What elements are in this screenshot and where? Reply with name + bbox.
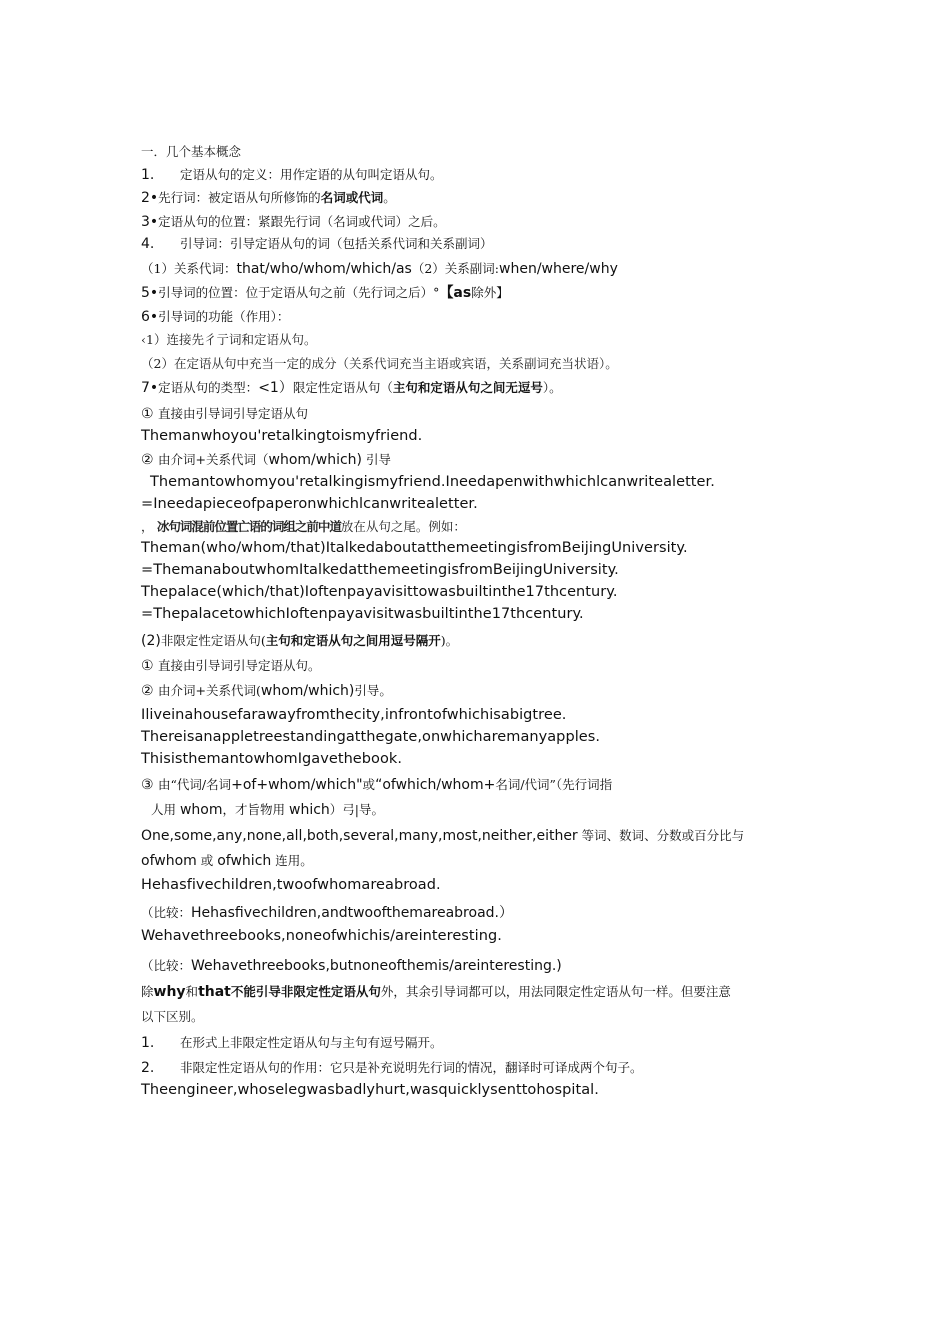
part-c: ofwhich bbox=[217, 853, 272, 869]
item-mid: <1） bbox=[258, 380, 293, 396]
part-e: 不能引导非限定性定语从句 bbox=[230, 984, 381, 999]
compare-text: Wehavethreebooks,butnoneofthemis/areinteresting.) bbox=[191, 958, 562, 974]
section-heading: 一．几个基本概念 bbox=[141, 144, 242, 159]
why-that-note-cont: 以下区别。 bbox=[141, 1009, 204, 1024]
item-number: 4. bbox=[141, 236, 155, 252]
part-c: （2）关系副词: bbox=[411, 261, 500, 276]
part-a: （1）关系代词： bbox=[141, 261, 237, 276]
part-e: ）弓|导。 bbox=[329, 802, 385, 817]
circle-tail: 引导。 bbox=[354, 683, 392, 698]
circle-tail: 引导 bbox=[362, 452, 391, 467]
part-b: that/who/whom/which/as bbox=[236, 261, 412, 277]
example-sentence: Iliveinahousefarawayfromthecity,infrontofwhichisabigtree. bbox=[141, 707, 567, 723]
compare-label: （比较： bbox=[141, 958, 192, 973]
part-f: 外，其余引导词都可以，用法同限定性定语从句一样。但要注意 bbox=[380, 984, 731, 999]
compare-label: （比较： bbox=[141, 905, 192, 920]
item-prefix: 2• bbox=[141, 190, 159, 206]
circle-mark: ① bbox=[141, 406, 159, 422]
diff-2 bbox=[141, 1061, 643, 1075]
item-text: 定语从句的定义：用作定语的从句叫定语从句。 bbox=[180, 167, 443, 182]
item-tail: ）。 bbox=[542, 380, 562, 395]
item-1 bbox=[141, 168, 443, 182]
example-sentence: =ThepalacetowhichIoftenpayavisitwasbuiltinthe17thcentury. bbox=[141, 606, 584, 622]
item-prefix: 6• bbox=[141, 309, 159, 325]
circle-tail: 名词/代词”（先行词指 bbox=[495, 777, 613, 792]
heading-bold: 主句和定语从句之间用逗号隔开 bbox=[265, 633, 441, 648]
part-c: ，才旨物用 bbox=[222, 802, 289, 817]
item-tail: 。 bbox=[383, 190, 396, 205]
item-text: 定语从句的位置：紧跟先行词（名词或代词）之后。 bbox=[158, 214, 446, 229]
circle-text: 由介词+关系代词( bbox=[158, 683, 261, 698]
circle-mark: ② bbox=[141, 452, 159, 468]
item-3 bbox=[141, 215, 446, 229]
circle-text: 直接由引导词引导定语从句。 bbox=[158, 658, 321, 673]
part-d: which bbox=[289, 802, 330, 818]
circle-text: 由“代词/名词 bbox=[158, 777, 232, 792]
part-a: 除 bbox=[141, 984, 154, 999]
why-that-note bbox=[141, 985, 731, 999]
item-text: 引导词的位置：位于定语从句之前（先行词之后）° bbox=[158, 285, 440, 300]
compare-line bbox=[141, 959, 562, 973]
note-bold: 冰句词混前位置亡语的词组之前中道 bbox=[153, 519, 341, 534]
circle-mark: ① bbox=[141, 658, 159, 674]
item-prefix: 5• bbox=[141, 285, 159, 301]
part-b: 等词、数词、分数或百分比与 bbox=[577, 828, 745, 843]
function-1: ‹1）连接先彳亍词和定语从句。 bbox=[141, 332, 317, 347]
example-sentence: Hehasfivechildren,twoofwhomareabroad. bbox=[141, 877, 441, 893]
item-text: 非限定性定语从句的作用：它只是补充说明先行词的情况，翻译时可译成两个句子。 bbox=[180, 1060, 643, 1075]
circle-text: 由介词+关系代词（ bbox=[158, 452, 269, 467]
circle-mark: ② bbox=[141, 683, 159, 699]
item-text: 引导词：引导定语从句的词（包括关系代词和关系副词） bbox=[180, 236, 493, 251]
item-bold: 主句和定语从句之间无逗号 bbox=[392, 380, 543, 395]
note-line bbox=[141, 521, 466, 534]
example-sentence: Themantowhomyou'retalkingismyfriend.Ineedapenwithwhichlcanwritealetter. bbox=[150, 474, 715, 490]
item-number: 2. bbox=[141, 1060, 155, 1076]
item-text: 引导词的功能（作用）： bbox=[158, 309, 290, 324]
function-2: （2）在定语从句中充当一定的成分（关系代词充当主语或宾语，关系副词充当状语）。 bbox=[141, 356, 618, 371]
circle-mid: +of+whom/which" bbox=[231, 777, 363, 793]
part-a: ofwhom bbox=[141, 853, 197, 869]
example-sentence: Thepalace(which/that)Ioftenpayavisittowasbuiltinthe17thcentury. bbox=[141, 584, 618, 600]
example-sentence: Theman(who/whom/that)ItalkedaboutatthemeetingisfromBeijingUniversity. bbox=[141, 540, 688, 556]
item-6 bbox=[141, 310, 289, 324]
circle-3-cont bbox=[151, 803, 384, 817]
note-tail: 放在从句之尾。例如： bbox=[340, 519, 466, 534]
example-sentence: Thereisanappletreestandingatthegate,onwhicharemanyapples. bbox=[141, 729, 601, 745]
item-4 bbox=[141, 237, 493, 251]
item-prefix: 7• bbox=[141, 380, 159, 396]
item-prefix: 3• bbox=[141, 214, 159, 230]
item-text: 定语从句的类型： bbox=[158, 380, 259, 395]
item-bold: 【as bbox=[439, 285, 472, 301]
example-sentence: Wehavethreebooks,noneofwhichis/areinteresting. bbox=[141, 928, 502, 944]
item-text: 先行词：被定语从句所修饰的 bbox=[158, 190, 321, 205]
circle-2 bbox=[141, 453, 391, 467]
compare-line bbox=[141, 906, 513, 920]
circle-1b bbox=[141, 659, 321, 673]
part-c: 和 bbox=[185, 984, 199, 999]
part-b: why bbox=[153, 984, 186, 1000]
circle-3 bbox=[141, 778, 612, 792]
part-b: 或 bbox=[196, 853, 218, 868]
circle-mark: ③ bbox=[141, 777, 159, 793]
circle-1 bbox=[141, 407, 308, 421]
relative-words bbox=[141, 262, 618, 276]
example-sentence: ThisisthemantowhomIgavethebook. bbox=[141, 751, 402, 767]
compare-text: Hehasfivechildren,andtwoofthemareabroad.） bbox=[191, 905, 513, 921]
example-sentence: =Ineedapieceofpaperonwhichlcanwritealetter. bbox=[141, 496, 478, 512]
item-number: 1. bbox=[141, 1035, 155, 1051]
item-7 bbox=[141, 381, 562, 395]
circle-2b bbox=[141, 684, 392, 698]
note-prefix: ， bbox=[141, 519, 154, 534]
circle-mid: whom/which) bbox=[268, 452, 362, 468]
part-d: when/where/why bbox=[499, 261, 618, 277]
part-b: whom bbox=[179, 802, 223, 818]
item-2 bbox=[141, 191, 396, 205]
heading-number: (2) bbox=[141, 633, 161, 649]
part-d: that bbox=[198, 984, 231, 1000]
item-tail: 除外】 bbox=[471, 285, 509, 300]
circle-text-2: 或 bbox=[362, 777, 376, 792]
circle-text: 直接由引导词引导定语从句 bbox=[158, 406, 309, 421]
part-a: One,some,any,none,all,both,several,many,most,neither,either bbox=[141, 828, 578, 844]
part-a: 人用 bbox=[151, 802, 180, 817]
circle-mid: whom/which) bbox=[260, 683, 355, 699]
pronoun-list-cont bbox=[141, 854, 313, 868]
diff-1 bbox=[141, 1036, 443, 1050]
part-d: 连用。 bbox=[271, 853, 313, 868]
pronoun-list bbox=[141, 829, 744, 843]
item-number: 1. bbox=[141, 167, 155, 183]
heading-tail: )。 bbox=[440, 633, 459, 648]
circle-mid-2: “ofwhich/whom+ bbox=[375, 777, 496, 793]
example-sentence: Theengineer,whoselegwasbadlyhurt,wasquicklysenttohospital. bbox=[141, 1082, 599, 1098]
nonrestrictive-heading bbox=[141, 634, 458, 648]
item-5 bbox=[141, 286, 509, 300]
example-sentence: Themanwhoyou'retalkingtoismyfriend. bbox=[141, 428, 423, 444]
example-sentence: =ThemanaboutwhomItalkedatthemeetingisfromBeijingUniversity. bbox=[141, 562, 619, 578]
item-text: 在形式上非限定性定语从句与主句有逗号隔开。 bbox=[180, 1035, 443, 1050]
heading-text: 非限定性定语从句( bbox=[160, 633, 266, 648]
item-text-2: 限定性定语从句（ bbox=[292, 380, 393, 395]
item-bold: 名词或代词 bbox=[320, 190, 384, 205]
